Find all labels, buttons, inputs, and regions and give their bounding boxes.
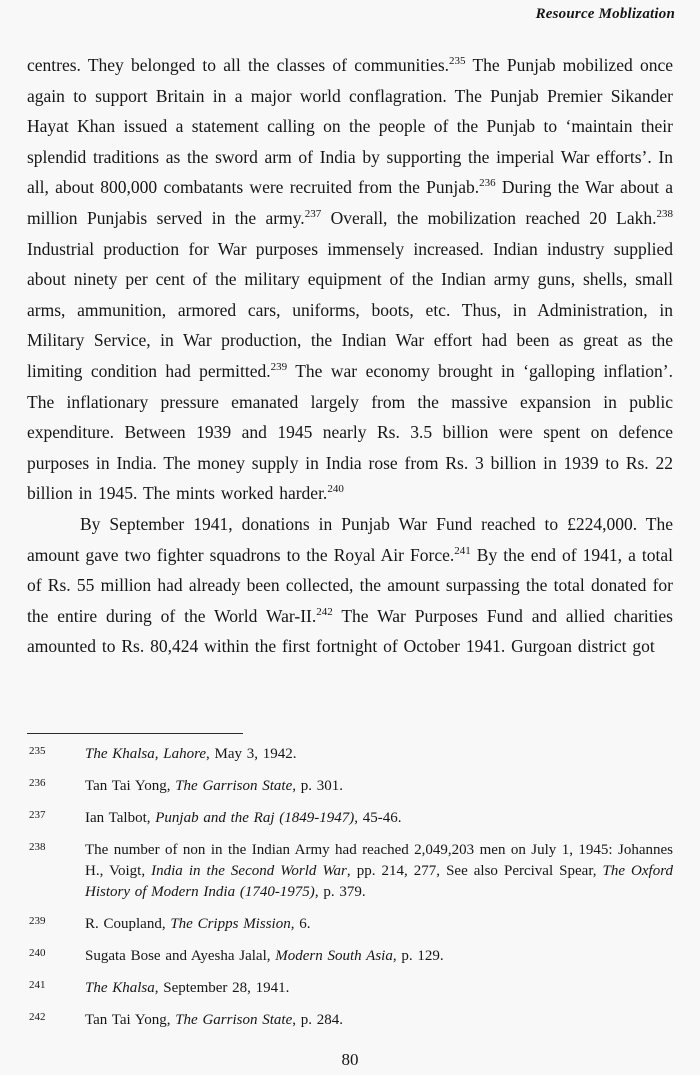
footnote-reference: 236 <box>479 177 496 190</box>
footnote-number: 239 <box>29 915 46 927</box>
footnote-title-italic: India in the Second World War <box>151 863 347 879</box>
footnote-number: 240 <box>29 947 46 959</box>
footnote-text <box>85 916 310 932</box>
footnote-text-segment: R. Coupland, <box>85 916 171 932</box>
footnote-entry <box>27 1010 673 1031</box>
footnote-reference: 240 <box>327 483 344 496</box>
body-text-segment: The War Purposes Fund and allied charities amounted to Rs. 80,424 within the first fortnight of October 1941. Gurgoan district got <box>27 605 673 657</box>
running-header: Resource Moblization <box>535 6 675 22</box>
footnote-separator <box>27 733 243 734</box>
footnote-text-segment: The number of non in the Indian Army had reached 2,049,203 men on July 1, 1945: Johannes H., Voigt, <box>85 842 673 879</box>
footnote-reference: 238 <box>656 208 673 221</box>
footnote-number: 237 <box>29 809 46 821</box>
footnote-number: 235 <box>29 745 46 757</box>
footnote-text-segment: , p. 284. <box>292 1012 343 1028</box>
body-paragraph <box>27 509 673 662</box>
footnote-text-segment: , p. 301. <box>292 778 343 794</box>
footnote-text <box>85 778 343 794</box>
footnote-number: 238 <box>29 841 46 853</box>
footnote-reference: 239 <box>270 361 288 374</box>
footnote-title-italic: Modern South Asia <box>275 948 393 964</box>
footnote-text-segment: , May 3, 1942. <box>206 746 297 762</box>
footnote-title-italic: The Cripps Mission <box>170 916 291 932</box>
footnote-reference: 235 <box>449 55 466 68</box>
footnote-number: 241 <box>29 979 46 991</box>
footnote-text <box>85 980 289 996</box>
footnote-entry <box>27 840 673 903</box>
body-text-segment: Overall, the mobilization reached 20 Lakh. <box>321 207 657 228</box>
footnote-text <box>85 746 297 762</box>
footnote-text-segment: Tan Tai Yong, <box>85 1012 176 1028</box>
body-text-segment: During the War about a million Punjabis served in the army. <box>27 177 673 228</box>
footnote-number: 242 <box>29 1011 46 1023</box>
footnote-text <box>85 842 673 900</box>
footnote-text-segment: Ian Talbot, <box>85 810 156 826</box>
body-text-block <box>27 50 673 662</box>
footnote-title-italic: The Garrison State <box>175 778 293 794</box>
footnote-reference: 237 <box>304 208 322 221</box>
footnotes-section <box>27 744 673 1042</box>
footnote-text-segment: , September 28, 1941. <box>154 980 290 996</box>
body-text-segment: Industrial production for War purposes immensely increased. Indian industry supplied about ninety per cent of the military equipment of the Indian army guns, shells, small arms, ammunition, armored cars, uniforms, boots, etc. Thus, in Administration, in Military Service, in War production, the Indian War effort had been as great as the limiting condition had permitted. <box>27 238 673 381</box>
footnote-text-segment: , 45-46. <box>354 810 402 826</box>
footnote-entry <box>27 808 673 829</box>
body-text-segment: By September 1941, donations in Punjab War Fund reached to £224,000. The amount gave two fighter squadrons to the Royal Air Force. <box>27 513 673 565</box>
footnote-title-italic: The Garrison State <box>175 1012 293 1028</box>
footnote-title-italic: The Khalsa <box>85 980 155 996</box>
footnote-reference: 242 <box>316 605 333 618</box>
body-text-segment: The war economy brought in ‘galloping inflation’. The inflationary pressure emanated largely from the massive expansion in public expenditure. Between 1939 and 1945 nearly Rs. 3.5 billion were spent on defence purposes in India. The money supply in India rose from Rs. 3 billion in 1939 to Rs. 22 billion in 1945. The mints worked harder. <box>27 360 674 504</box>
footnote-entry <box>27 978 673 999</box>
footnote-text <box>85 810 401 826</box>
footnote-text <box>85 948 444 964</box>
footnote-text <box>85 1012 343 1028</box>
body-text-segment: By the end of 1941, a total of Rs. 55 million had already been collected, the amount surpassing the total donated for the entire during of the World War-II. <box>27 544 673 626</box>
footnote-entry <box>27 946 673 967</box>
footnote-entry <box>27 914 673 935</box>
footnote-text-segment: Sugata Bose and Ayesha Jalal, <box>85 948 276 964</box>
footnote-number: 236 <box>29 777 46 789</box>
footnote-title-italic: The Oxford History of Modern India (1740-1975) <box>85 863 673 900</box>
body-text-segment: centres. They belonged to all the classes of communities. <box>27 55 450 75</box>
footnote-entry <box>27 744 673 765</box>
footnote-text-segment: , pp. 214, 277, See also Percival Spear, <box>346 863 603 879</box>
footnote-text-segment: Tan Tai Yong, <box>85 778 176 794</box>
body-text-segment: The Punjab mobilized once again to support Britain in a major world conflagration. The Punjab Premier Sikander Hayat Khan issued a statement calling on the people of the Punjab to ‘maintain their splendid traditions as the sword arm of India by supporting the imperial War efforts’. In all, about 800,000 combatants were recruited from the Punjab. <box>27 55 673 198</box>
page-number: 80 <box>341 1050 359 1069</box>
body-paragraph <box>27 50 673 509</box>
footnote-reference: 241 <box>454 544 471 557</box>
footnote-text-segment: , p. 129. <box>392 948 444 964</box>
footnote-title-italic: Punjab and the Raj (1849-1947) <box>155 810 355 826</box>
footnote-text-segment: , p. 379. <box>314 884 366 900</box>
footnote-title-italic: The Khalsa, Lahore <box>85 746 207 762</box>
footnote-entry <box>27 776 673 797</box>
footnote-text-segment: , 6. <box>290 916 311 932</box>
